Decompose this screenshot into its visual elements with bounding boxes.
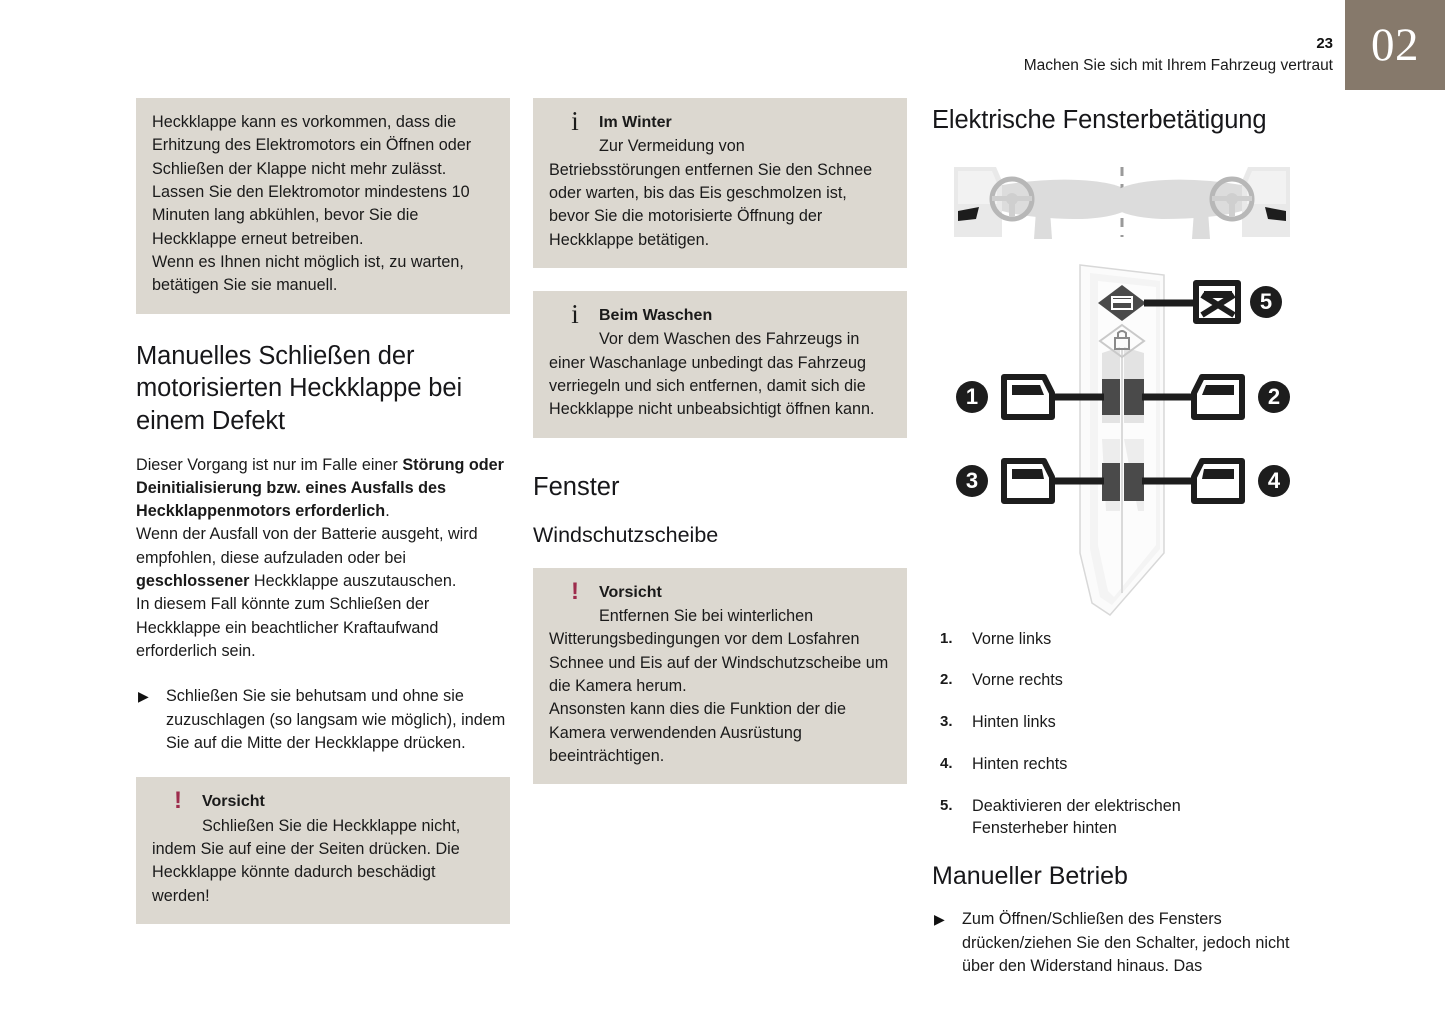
bullet-manueller-betrieb [932,908,1312,978]
list-number: 2. [940,671,953,689]
column-left [136,98,510,924]
warning-box-vorsicht-1 [136,777,510,924]
list-label: Deaktivieren der elektrischen Fensterheber hinten [972,797,1181,837]
note-beim-waschen [533,291,907,438]
heading-fenster: Fenster [533,472,620,501]
warning-box-vorsicht-2 [533,568,907,785]
list-item [932,629,1312,651]
list-number: 5. [940,797,953,815]
list-label: Hinten links [972,713,1056,732]
header-subtitle: Machen Sie sich mit Ihrem Fahrzeug vertraut [1023,56,1333,74]
switch-front-left [1102,379,1120,415]
list-item [932,796,1312,840]
svg-text:1: 1 [965,383,979,409]
rear-left-window-icon [1004,461,1052,501]
warning-rest: indem Sie auf eine der Seiten drücken. Die Heckklappe könnte dadurch beschädigt werden! [152,840,460,905]
front-right-window-icon [1194,377,1242,417]
svg-text:5: 5 [1259,288,1273,314]
heading-manuelles-schliessen: Manuelles Schließen der motorisierten Heckklappe bei einem Defekt [136,341,463,435]
list-label: Hinten rechts [972,755,1068,774]
svg-text:4: 4 [1267,467,1281,493]
note-rest-winter: Betriebsstörungen entfernen Sie den Schnee oder warten, bis das Eis geschmolzen ist, bevor Sie die motorisierte Öffnung der Heckklappe betätigen. [549,160,873,249]
list-number: 4. [940,755,953,773]
column-middle [533,98,907,784]
paragraph-3: In diesem Fall könnte zum Schließen der Heckklappe ein beachtlicher Kraftaufwand erforderlich sein. [136,595,439,661]
rear-right-window-icon [1194,461,1242,501]
list-number: 1. [940,629,953,647]
subheading-windschutzscheibe: Windschutzscheibe [533,522,719,547]
list-item [932,670,1312,692]
column-right [932,98,1312,978]
list-label: Vorne links [972,629,1052,648]
note-first-line-wash: Vor dem Waschen des Fahrzeugs in [599,330,860,349]
warning-head-2 [549,577,891,605]
note-text: Heckklappe kann es vorkommen, dass die Erhitzung des Elektromotors ein Öffnen oder Schließen der Klappe nicht mehr zulässt. Lassen Sie den Elektromotor mindestens 10 Minuten lang abkühlen, bevor Sie die Heckklappe erneut betreiben. Wenn es Ihnen nicht möglich ist, zu warten, betätigen Sie sie manuell. [152,113,472,295]
p1-bold: Störung oder Deinitialisierung bzw. eines Ausfalls des Heckklappenmotors erforderlich [136,455,504,521]
front-left-window-icon [1004,377,1052,417]
p2-prefix: Wenn der Ausfall von der Batterie ausgeht, wird empfohlen, diese aufzuladen oder bei [136,525,478,567]
bullet-schliessen [136,685,510,755]
rear-window-disable-icon [1196,283,1238,321]
warning-first-line-2: Entfernen Sie bei winterlichen [599,607,814,626]
window-switch-panel-illustration [932,253,1312,623]
paragraph-1 [136,454,510,524]
heading-elektrische-fensterbetaetigung: Elektrische Fensterbetätigung [932,106,1267,134]
list-label: Vorne rechts [972,671,1063,690]
dashboard-left [954,167,1136,239]
note-head-winter [549,106,891,136]
header-texts [1024,36,1333,74]
exclamation-icon: ! [571,577,579,605]
switch-rear-right [1124,463,1144,501]
p1-suffix: . [385,502,390,521]
note-rest-wash: einer Waschanlage unbedingt das Fahrzeug verriegeln und sich entfernen, damit sich die Heckklappe nicht unbeabsichtigt öffnen kann. [549,353,875,419]
chapter-tab [1345,0,1445,90]
bullet-label: Schließen Sie sie behutsam und ohne sie zuzuschlagen (so langsam wie möglich), indem Sie auf die Mitte der Heckklappe drücken. [166,687,506,753]
switch-front-right [1124,379,1144,415]
p2-suffix: Heckklappe auszutauschen. [249,572,457,591]
info-icon: i [571,298,579,329]
bullet-label: Zum Öffnen/Schließen des Fensters drücken/ziehen Sie den Schalter, jedoch nicht über den Widerstand hinaus. Das [962,910,1290,975]
window-legend-list [932,629,1312,840]
note-heckklappe-continued [136,98,510,314]
note-title-wash: Beim Waschen [599,306,713,324]
list-item [932,754,1312,776]
warning-title-2: Vorsicht [599,583,662,601]
note-title-winter: Im Winter [599,114,672,131]
arrow-bullet-icon: ▶ [138,688,149,705]
switch-rear-left [1102,463,1120,501]
note-im-winter [533,98,907,268]
warning-rest-2: Witterungsbedingungen vor dem Losfahren Schnee und Eis auf der Windschutzscheibe um die Kamera herum. Ansonsten kann dies die Funktion der die Kamera verwendenden Ausrüstung beeinträchtigen. [549,630,889,765]
page-header [0,0,1445,92]
heading-manueller-betrieb: Manueller Betrieb [932,861,1128,890]
svg-text:3: 3 [965,467,979,493]
arrow-bullet-icon: ▶ [934,911,945,928]
list-number: 3. [940,713,953,731]
dashboard-illustration [932,159,1312,247]
warning-title: Vorsicht [202,793,265,811]
chapter-number: 02 [1371,18,1419,71]
list-item [932,712,1312,734]
warning-first-line: Schließen Sie die Heckklappe nicht, [202,816,461,835]
p2-bold: geschlossener [136,572,250,591]
p1-prefix: Dieser Vorgang ist nur im Falle einer [136,455,403,474]
note-first-line-winter: Zur Vermeidung von [599,137,745,156]
exclamation-icon: ! [174,787,182,815]
paragraph-2 [136,523,510,593]
warning-head [152,787,494,815]
svg-text:2: 2 [1267,383,1281,409]
note-head-wash [549,298,891,329]
figure-window-controls [932,159,1312,623]
page-number: 23 [1316,35,1333,52]
info-icon: i [571,106,579,136]
dashboard-right [1108,167,1290,239]
